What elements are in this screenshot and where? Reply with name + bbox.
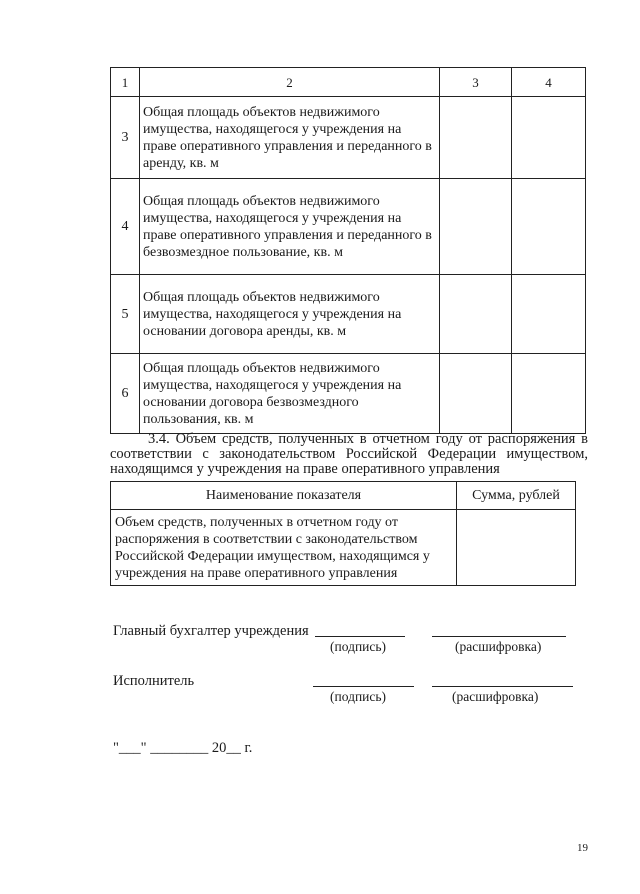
row-value <box>512 354 586 434</box>
table-header-row <box>111 482 576 510</box>
decode-caption: (расшифровка) <box>455 639 542 654</box>
signature-caption: (подпись) <box>330 689 387 704</box>
table-row <box>111 97 586 179</box>
row-number: 6 <box>111 354 140 434</box>
property-area-table <box>110 67 586 434</box>
date-line: "___" ________ 20__ г. <box>113 740 253 756</box>
decode-caption: (расшифровка) <box>452 689 539 704</box>
row-value <box>440 354 512 434</box>
row-description: Объем средств, полученных в отчетном году от распоряжения в соответствии с законодательством Российской Федерации имуществом, находящимся у учреждения на праве оперативного управления <box>111 510 457 586</box>
column-header-name: Наименование показателя <box>111 482 457 510</box>
signature-caption: (подпись) <box>330 639 387 654</box>
row-value <box>440 97 512 179</box>
table-row <box>111 179 586 275</box>
column-header-sum: Сумма, рублей <box>457 482 576 510</box>
table-row <box>111 354 586 434</box>
row-description: Общая площадь объектов недвижимого имущества, находящегося у учреждения на основании договора безвозмездного пользования, кв. м <box>140 354 440 434</box>
chief-accountant-label: Главный бухгалтер учреждения <box>113 623 309 639</box>
section-text: 3.4. Объем средств, полученных в отчетном году от распоряжения в соответствии с законодательством Российской Федерации имуществом, находящимся у учреждения на праве оперативного управления <box>110 431 588 477</box>
column-header: 2 <box>140 68 440 97</box>
row-value <box>512 179 586 275</box>
row-sum <box>457 510 576 586</box>
page-number: 19 <box>577 842 588 854</box>
table-row <box>111 510 576 586</box>
section-paragraph <box>110 432 588 477</box>
row-description: Общая площадь объектов недвижимого имущества, находящегося у учреждения на праве оперативного управления и переданного в безвозмездное пользование, кв. м <box>140 179 440 275</box>
row-value <box>440 275 512 354</box>
decode-line <box>432 636 566 637</box>
decode-line <box>432 686 573 687</box>
row-number: 4 <box>111 179 140 275</box>
row-description: Общая площадь объектов недвижимого имущества, находящегося у учреждения на праве оперативного управления и переданного в аренду, кв. м <box>140 97 440 179</box>
row-value <box>512 275 586 354</box>
column-header: 3 <box>440 68 512 97</box>
row-description: Общая площадь объектов недвижимого имущества, находящегося у учреждения на основании договора аренды, кв. м <box>140 275 440 354</box>
row-number: 5 <box>111 275 140 354</box>
signature-line <box>315 636 405 637</box>
row-value <box>512 97 586 179</box>
executor-label: Исполнитель <box>113 673 195 689</box>
column-header: 4 <box>512 68 586 97</box>
table-row <box>111 275 586 354</box>
row-number: 3 <box>111 97 140 179</box>
row-value <box>440 179 512 275</box>
signature-line <box>313 686 414 687</box>
table-header-row <box>111 68 586 97</box>
funds-table <box>110 481 576 586</box>
column-header: 1 <box>111 68 140 97</box>
